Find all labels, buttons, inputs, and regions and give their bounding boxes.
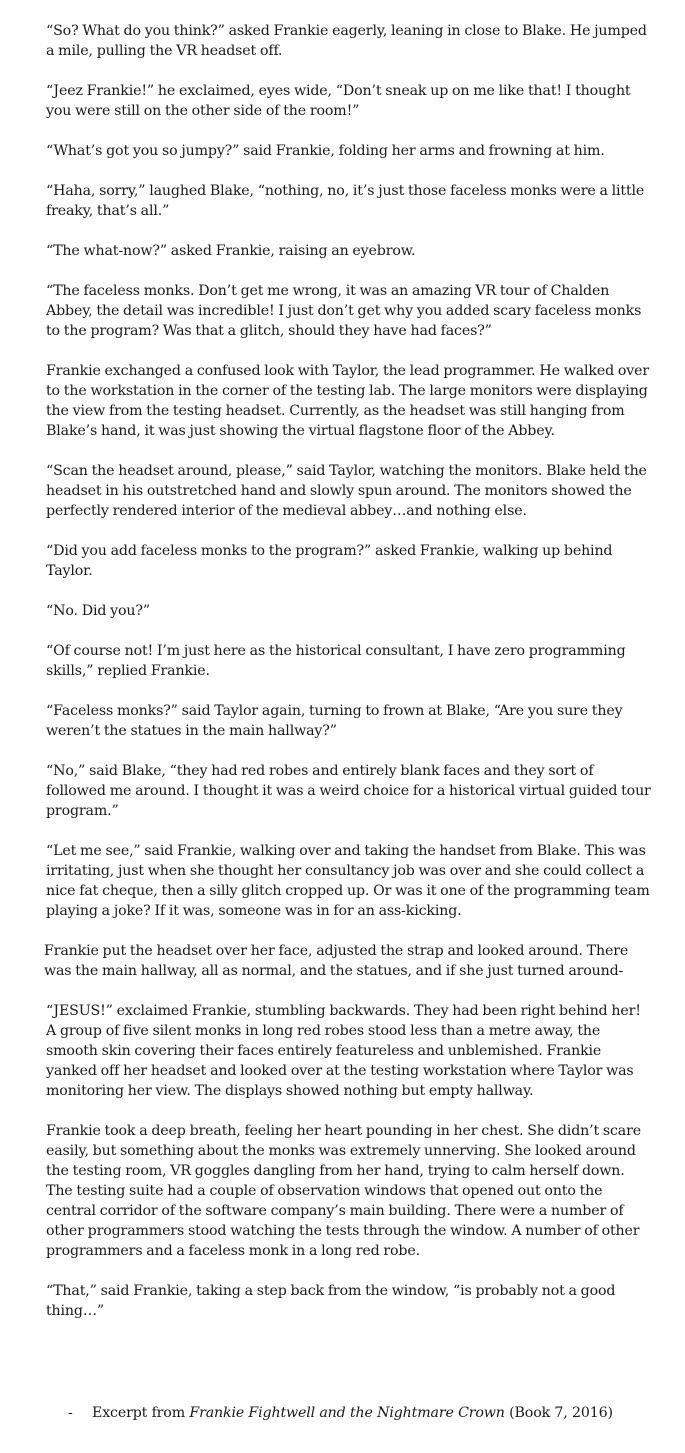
paragraph-11: “Of course not! I’m just here as the historical consultant, I have zero programming skills,” replied Frankie.	[46, 643, 626, 679]
paragraph-17: Frankie took a deep breath, feeling her heart pounding in her chest. She didn’t scare easily, but something about the monks was extremely unnerving. She looked around the testing room, VR goggles dangling from her hand, trying to calm herself down. The testing suite had a couple of observation windows that opened out onto the central corridor of the software company’s main building. There were a number of other programmers stood watching the tests through the window. A number of other programmers and a faceless monk in a long red robe.	[46, 1123, 641, 1259]
book-title: Frankie Fightwell and the Nightmare Crown	[189, 1405, 505, 1421]
paragraph-18: “That,” said Frankie, taking a step back from the window, “is probably not a good thing…”	[46, 1283, 616, 1319]
paragraph-1: “So? What do you think?” asked Frankie eagerly, leaning in close to Blake. He jumped a mile, pulling the VR headset off.	[46, 23, 647, 59]
paragraph-14: “Let me see,” said Frankie, walking over and taking the handset from Blake. This was irritating, just when she thought her consultancy job was over and she could collect a nice fat cheque, then a silly glitch cropped up. Or was it one of the programming team playing a joke? If it was, someone was in for an ass-kicking.	[46, 843, 650, 919]
citation-bullet: -	[68, 1405, 73, 1421]
paragraph-9: “Did you add faceless monks to the program?” asked Frankie, walking up behind Taylor.	[46, 543, 613, 579]
paragraph-13: “No,” said Blake, “they had red robes and entirely blank faces and they sort of followed me around. I thought it was a weird choice for a historical virtual guided tour program.”	[46, 763, 651, 819]
story-excerpt	[46, 21, 654, 1341]
paragraph-2: “Jeez Frankie!” he exclaimed, eyes wide, “Don’t sneak up on me like that! I thought you were still on the other side of the room!”	[46, 83, 631, 119]
citation-suffix: (Book 7, 2016)	[504, 1405, 613, 1421]
citation-prefix: Excerpt from	[92, 1405, 190, 1421]
paragraph-12: “Faceless monks?” said Taylor again, turning to frown at Blake, “Are you sure they weren’t the statues in the main hallway?”	[46, 703, 623, 739]
paragraph-6: “The faceless monks. Don’t get me wrong, it was an amazing VR tour of Chalden Abbey, the detail was incredible! I just don’t get why you added scary faceless monks to the program? Was that a glitch, should they have had faces?”	[46, 283, 642, 339]
paragraph-10: “No. Did you?”	[46, 603, 150, 619]
paragraph-4: “Haha, sorry,” laughed Blake, “nothing, no, it’s just those faceless monks were a little freaky, that’s all.”	[46, 183, 645, 219]
paragraph-16: “JESUS!” exclaimed Frankie, stumbling backwards. They had been right behind her! A group of five silent monks in long red robes stood less than a metre away, the smooth skin covering their faces entirely featureless and unblemished. Frankie yanked off her headset and looked over at the testing workstation where Taylor was monitoring her view. The displays showed nothing but empty hallway.	[46, 1003, 641, 1099]
paragraph-5: “The what-now?” asked Frankie, raising an eyebrow.	[46, 243, 416, 259]
paragraph-7: Frankie exchanged a confused look with Taylor, the lead programmer. He walked over to the workstation in the corner of the testing lab. The large monitors were displaying the view from the testing headset. Currently, as the headset was still hanging from Blake’s hand, it was just showing the virtual flagstone floor of the Abbey.	[46, 363, 650, 439]
source-citation	[68, 1403, 613, 1423]
paragraph-8: “Scan the headset around, please,” said Taylor, watching the monitors. Blake held the headset in his outstretched hand and slowly spun around. The monitors showed the perfectly rendered interior of the medieval abbey…and nothing else.	[46, 463, 647, 519]
paragraph-3: “What’s got you so jumpy?” said Frankie, folding her arms and frowning at him.	[46, 143, 605, 159]
paragraph-15: Frankie put the headset over her face, adjusted the strap and looked around. There was the main hallway, all as normal, and the statues, and if she just turned around-	[44, 943, 629, 979]
